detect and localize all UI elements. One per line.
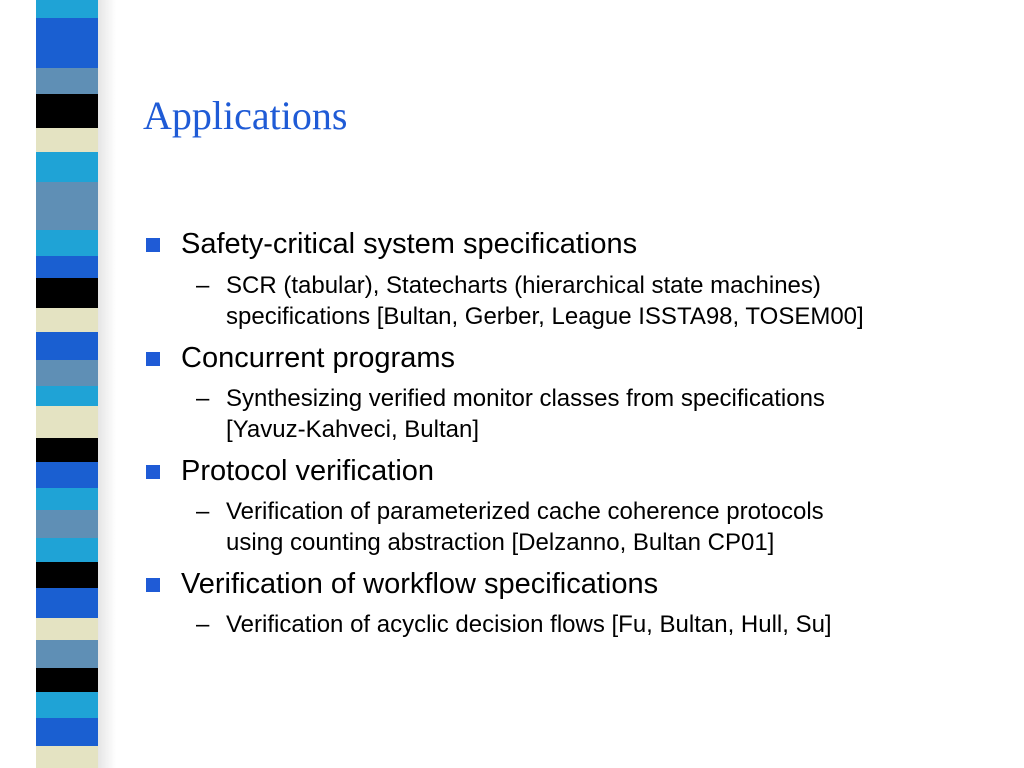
- bullet-item: Verification of workflow specifications: [181, 568, 659, 600]
- sub-bullet-line: Synthesizing verified monitor classes from specifications: [226, 385, 825, 412]
- square-bullet-icon: [146, 238, 160, 252]
- sub-bullet-line: SCR (tabular), Statecharts (hierarchical state machines): [226, 272, 821, 299]
- sub-bullet-line: [Yavuz-Kahveci, Bultan]: [226, 416, 480, 443]
- bullet-item: Safety-critical system specifications: [181, 228, 638, 260]
- square-bullet-icon: [146, 465, 160, 479]
- dash-bullet-icon: –: [196, 385, 210, 412]
- dash-bullet-icon: –: [196, 272, 210, 299]
- sub-bullet-line: Verification of parameterized cache coherence protocols: [226, 498, 824, 525]
- dash-bullet-icon: –: [196, 498, 210, 525]
- square-bullet-icon: [146, 578, 160, 592]
- square-bullet-icon: [146, 352, 160, 366]
- dash-bullet-icon: –: [196, 611, 210, 638]
- bullet-item: Protocol verification: [181, 455, 435, 487]
- slide-title: Applications: [143, 93, 348, 138]
- sub-bullet-line: specifications [Bultan, Gerber, League ISSTA98, TOSEM00]: [226, 303, 864, 330]
- sub-bullet-line: Verification of acyclic decision flows [Fu, Bultan, Hull, Su]: [226, 611, 832, 638]
- bullet-item: Concurrent programs: [181, 342, 455, 374]
- sub-bullet-line: using counting abstraction [Delzanno, Bultan CP01]: [226, 529, 775, 556]
